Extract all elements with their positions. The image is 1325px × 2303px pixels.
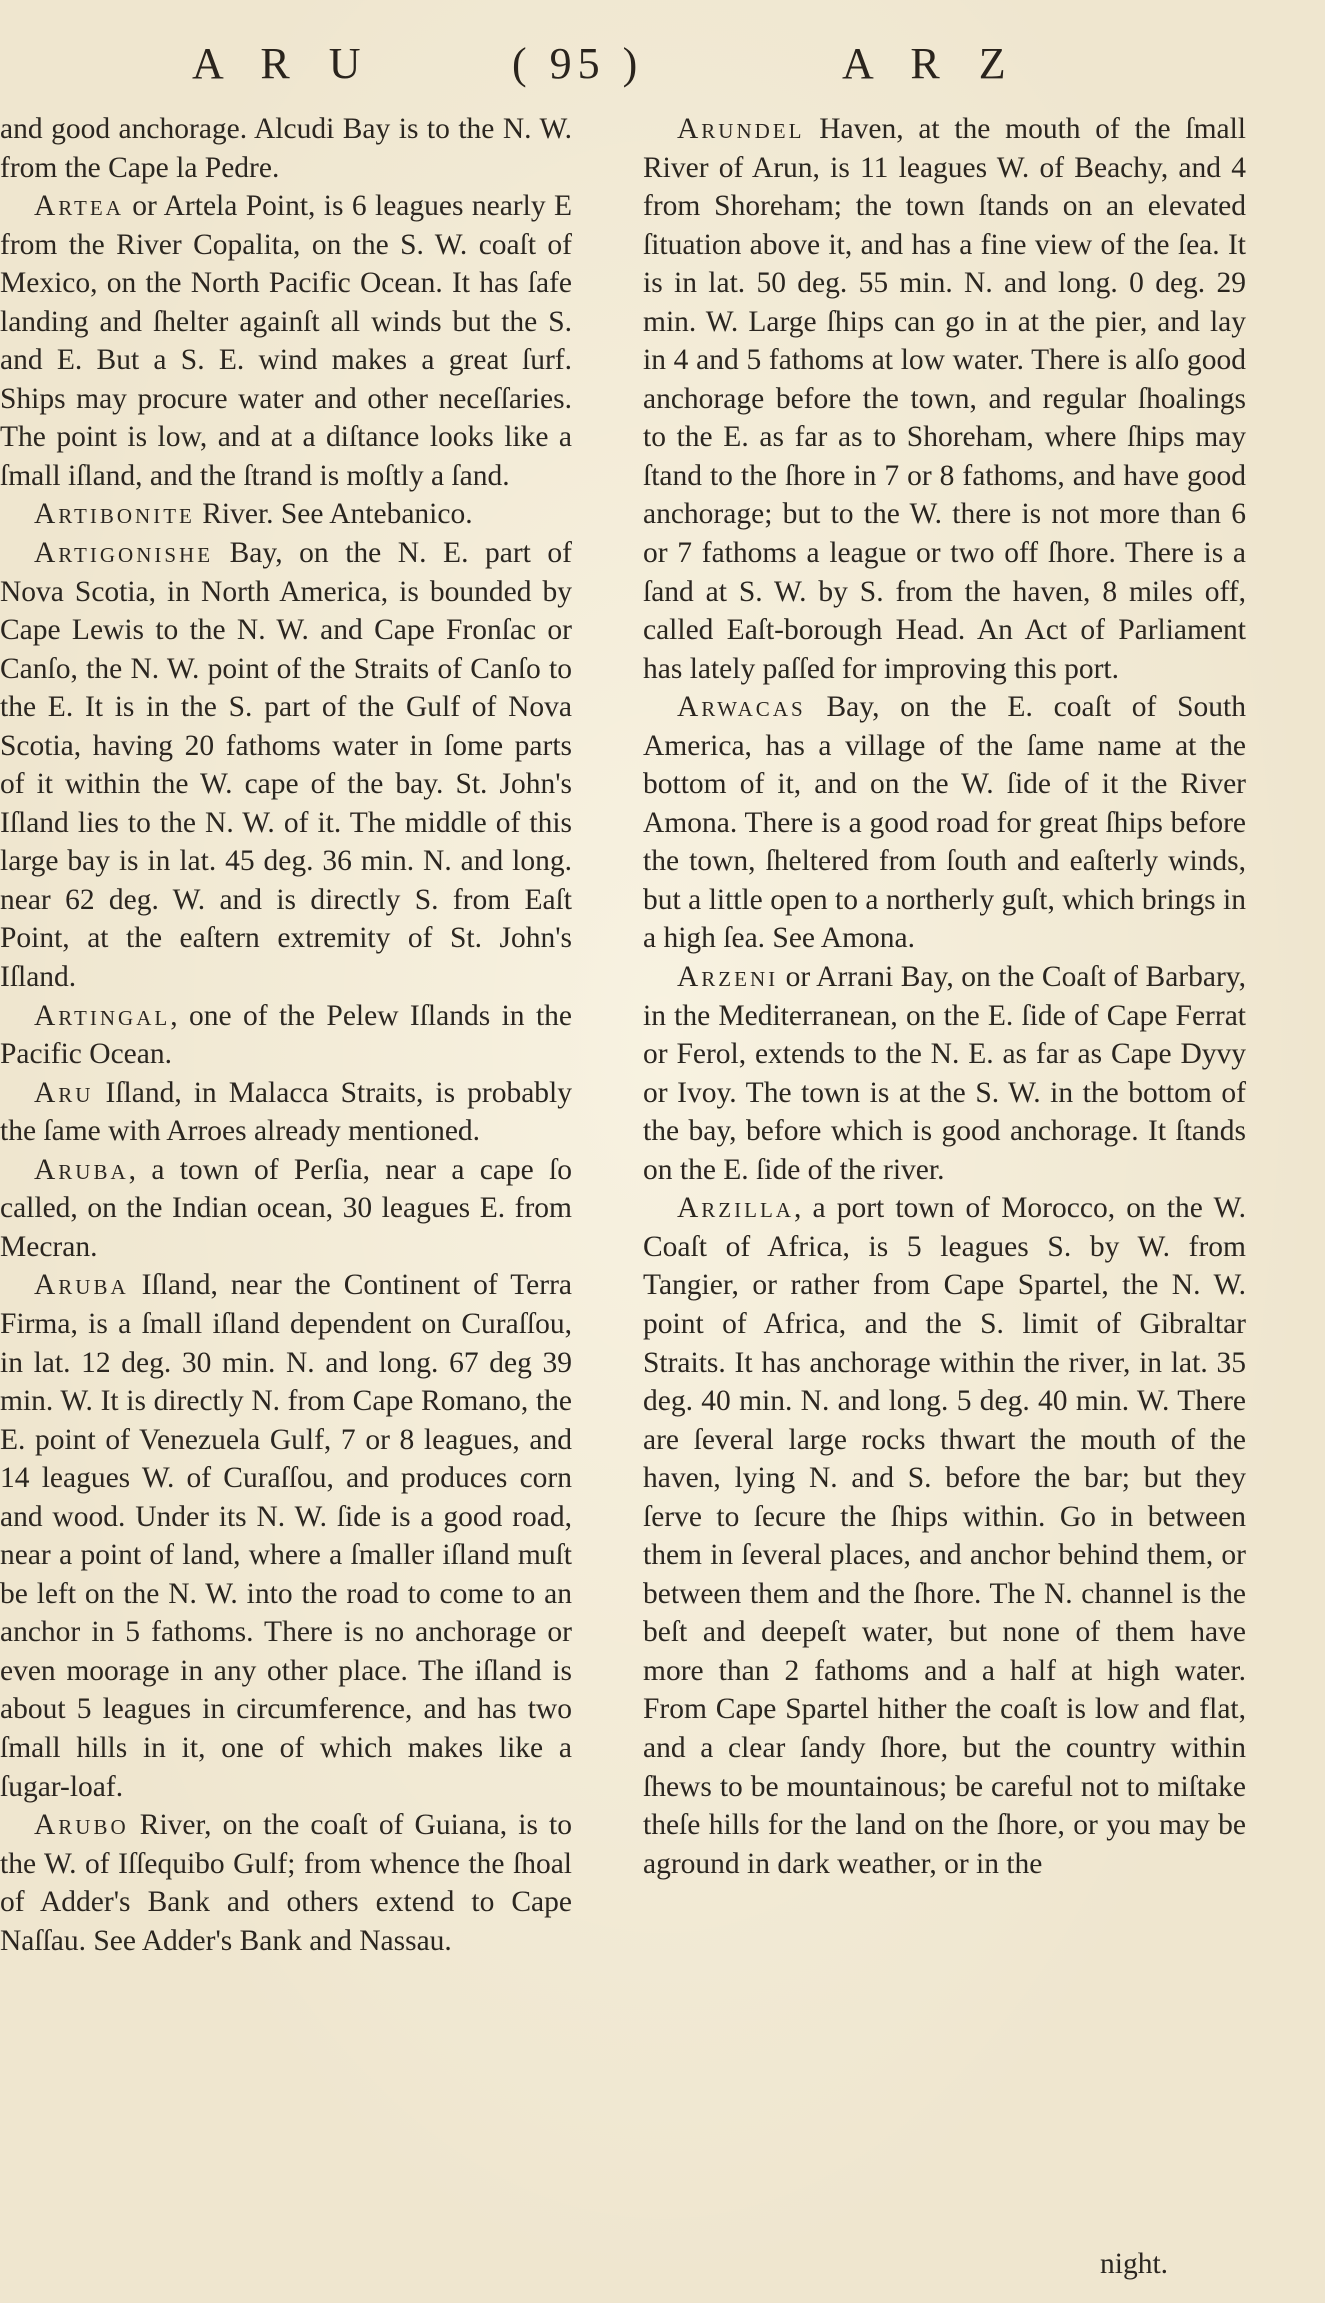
headword: Aruba [34, 1269, 129, 1302]
headword: Aru [34, 1076, 94, 1109]
headword: Arzilla [677, 1192, 794, 1225]
page-number: ( 95 ) [512, 39, 644, 88]
page-header [0, 38, 1325, 108]
headword: Artibonite [34, 498, 195, 531]
entry-text: , a town of Perſia, near a cape ſo called, on the Indian ocean, 30 leagues E. from Mecran. [0, 1153, 572, 1263]
entry [643, 958, 1246, 1189]
headword: Arwacas [677, 691, 806, 724]
entry-text: and good anchorage. Alcudi Bay is to the N. W. from the Cape la Pedre. [0, 113, 572, 184]
catchword: night. [1100, 2248, 1169, 2280]
entry-text: , one of the Pelew Iſlands in the Pacific Ocean. [0, 999, 572, 1071]
right-column [643, 110, 1246, 1883]
entry [643, 688, 1246, 958]
entry [0, 1266, 572, 1806]
entry [0, 997, 572, 1074]
entry [0, 187, 572, 495]
entry-text: Iſland, near the Continent of Terra Firma, is a ſmall iſland dependent on Curaſſou, in lat. 12 deg. 30 min. N. and long. 67 deg 39 min. W. It is directly N. from Cape Romano, the E. point of Venezuela Gulf, 7 or 8 leagues, and 14 leagues W. of Curaſſou, and produces corn and wood. Under its N. W. ſide is a good road, near a point of land, where a ſmaller iſland muſt be left on the N. W. into the road to come to an anchor in 5 fathoms. There is no anchorage or even moorage in any other place. The iſland is about 5 leagues in circumference, and has two ſmall hills in it, one of which makes like a ſugar-loaf. [0, 1269, 572, 1803]
entry [0, 495, 572, 534]
headword: Aruba [34, 1153, 129, 1186]
left-column [0, 110, 572, 1960]
running-head-right: A R Z [842, 39, 1020, 88]
entry-text: River, on the coaſt of Guiana, is to the W. of Iſſequibo Gulf; from whence the ſhoal of Adder's Bank and others extend to Cape Naſſau. See Adder's Bank and Nassau. [0, 1809, 572, 1957]
entry [0, 534, 572, 997]
headword: Artingal [34, 999, 171, 1032]
headword: Arubo [34, 1809, 129, 1842]
entry-text: , a port town of Morocco, on the W. Coaſt of Africa, is 5 leagues S. by W. from Tangier, or rather from Cape Spartel, the N. W. point of Africa, and the S. limit of Gibraltar Straits. It has anchorage within the river, in lat. 35 deg. 40 min. N. and long. 5 deg. 40 min. W. There are ſeveral large rocks thwart the mouth of the haven, lying N. and S. before the bar; but they ſerve to ſecure the ſhips within. Go in between them in ſeveral places, and anchor behind them, or between them and the ſhore. The N. channel is the beſt and deepeſt water, but none of them have more than 2 fathoms and a half at high water. From Cape Spartel hither the coaſt is low and flat, and a clear ſandy ſhore, but the country within ſhews to be mountainous; be careful not to miſtake theſe hills for the land on the ſhore, or you may be aground in dark weather, or in the [643, 1192, 1246, 1880]
running-head-left: A R U [192, 39, 375, 88]
entry-text: River. See Antebanico. [194, 498, 473, 531]
entry [0, 1074, 572, 1151]
headword: Arzeni [677, 961, 779, 994]
entry [0, 110, 572, 187]
entry-text: or Arrani Bay, on the Coaſt of Barbary, in the Mediterranean, on the E. ſide of Cape Ferrat or Ferol, extends to the N. E. as far as Cape Dyvy or Ivoy. The town is at the S. W. in the bottom of the bay, before which is good anchorage. It ſtands on the E. ſide of the river. [643, 961, 1246, 1186]
entry [0, 1806, 572, 1960]
entry-text: Bay, on the E. coaſt of South America, has a village of the ſame name at the bottom of it, and on the W. ſide of it the River Amona. There is a good road for great ſhips before the town, ſheltered from ſouth and eaſterly winds, but a little open to a northerly guſt, which brings in a high ſea. See Amona. [643, 691, 1246, 955]
headword: Artigonishe [34, 537, 214, 570]
entry [643, 1189, 1246, 1883]
entry-text: Haven, at the mouth of the ſmall River of Arun, is 11 leagues W. of Beachy, and 4 from Shoreham; the town ſtands on an elevated ſituation above it, and has a fine view of the ſea. It is in lat. 50 deg. 55 min. N. and long. 0 deg. 29 min. W. Large ſhips can go in at the pier, and lay in 4 and 5 fathoms at low water. There is alſo good anchorage before the town, and regular ſhoalings to the E. as far as to Shoreham, where ſhips may ſtand to the ſhore in 7 or 8 fathoms, and have good anchorage; but to the W. there is not more than 6 or 7 fathoms a league or two off ſhore. There is a ſand at S. W. by S. from the haven, 8 miles off, called Eaſt-borough Head. An Act of Parliament has lately paſſed for improving this port. [643, 113, 1246, 685]
entry [643, 110, 1246, 688]
entry [0, 1151, 572, 1267]
headword: Arundel [677, 113, 805, 145]
entry-text: or Artela Point, is 6 leagues nearly E from the River Copalita, on the S. W. coaſt of Mexico, on the North Pacific Ocean. It has ſafe landing and ſhelter againſt all winds but the S. and E. But a S. E. wind makes a great ſurf. Ships may procure water and other neceſſaries. The point is low, and at a diſtance looks like a ſmall iſland, and the ſtrand is moſtly a ſand. [0, 190, 572, 492]
entry-text: Bay, on the N. E. part of Nova Scotia, in North America, is bounded by Cape Lewis to the N. W. and Cape Fronſac or Canſo, the N. W. point of the Straits of Canſo to the E. It is in the S. part of the Gulf of Nova Scotia, having 20 fathoms water in ſome parts of it within the W. cape of the bay. St. John's Iſland lies to the N. W. of it. The middle of this large bay is in lat. 45 deg. 36 min. N. and long. near 62 deg. W. and is directly S. from Eaſt Point, at the eaſtern extremity of St. John's Iſland. [0, 537, 572, 994]
headword: Artea [34, 190, 124, 223]
entry-text: Iſland, in Malacca Straits, is probably the ſame with Arroes already mentioned. [0, 1076, 572, 1148]
